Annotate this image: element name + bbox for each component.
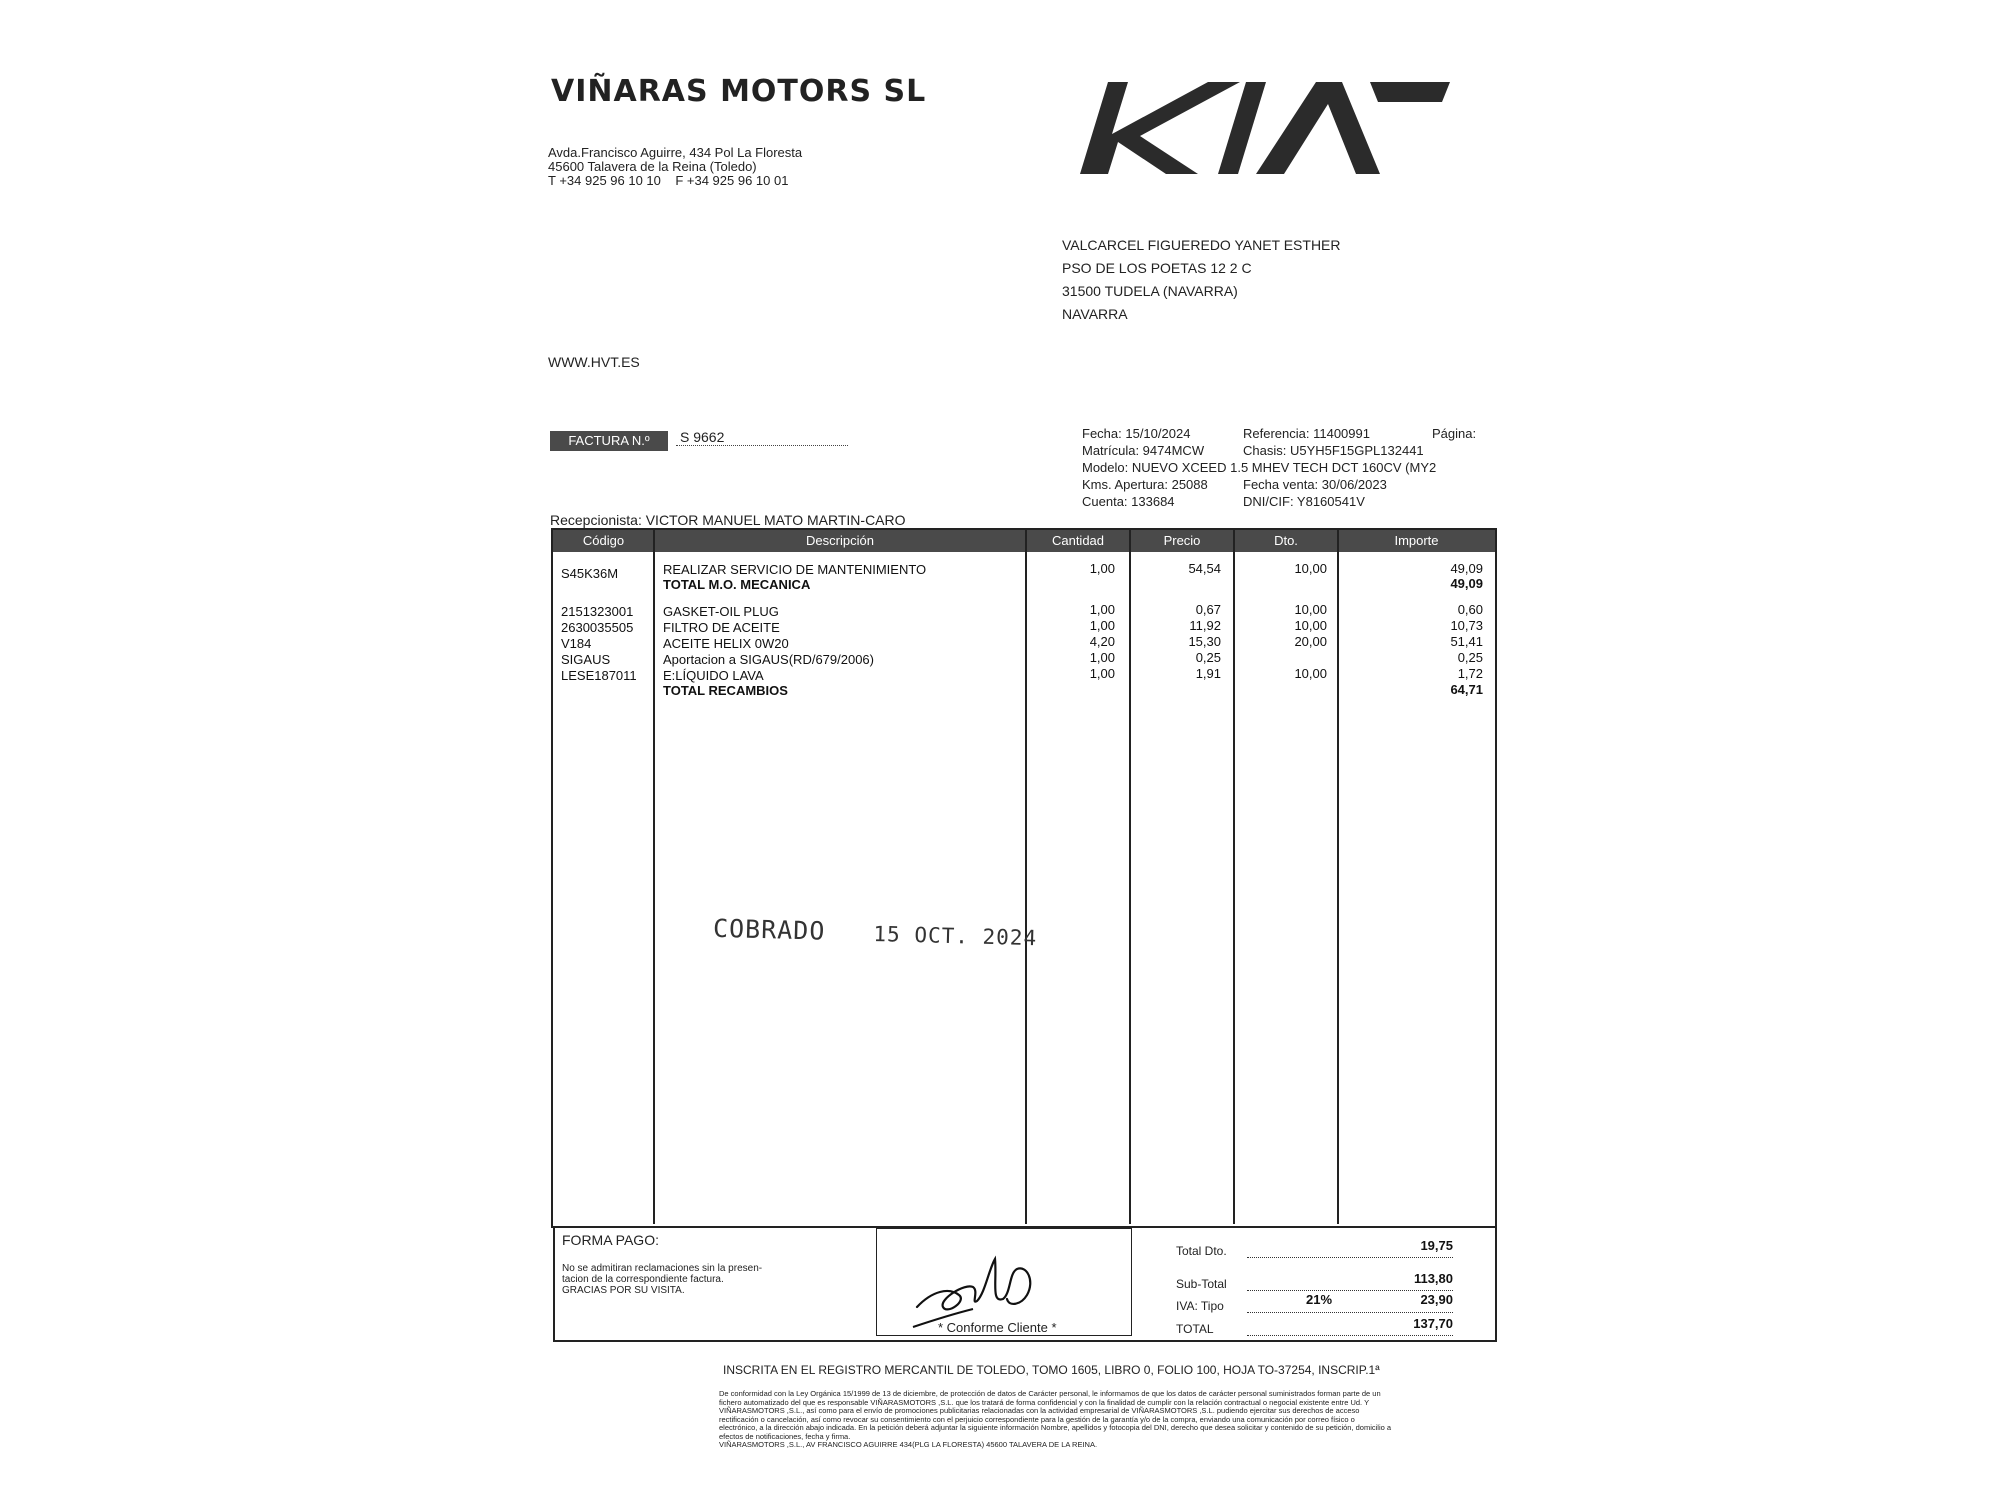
total-value: 137,70 bbox=[1413, 1316, 1453, 1331]
legal-line: fichero automatizado del que es responsable VIÑARASMOTORS ,S.L. que los tratará de forma confidencial y con la finalidad de cumplir con la relación contractual o negocial existente entre Ud. Y bbox=[719, 1397, 1370, 1407]
legal-line: VIÑARASMOTORS ,S.L., AV FRANCISCO AGUIRRE 434(PLG LA FLORESTA) 45600 TALAVERA DE LA REINA. bbox=[719, 1440, 1098, 1449]
invoice-page: Página: bbox=[1432, 426, 1477, 441]
row-descripcion: FILTRO DE ACEITE bbox=[663, 620, 780, 635]
legal-line: electrónico, a la dirección abajo indicada. En la petición deberá adjuntar la siguiente información Nombre, apellidos y fotocopia del DNI, derecho que desea solicitar y contenido de su petición, domicilio a bbox=[719, 1423, 1392, 1432]
row-importe: 0,25 bbox=[1457, 650, 1483, 665]
row-importe: 51,41 bbox=[1450, 634, 1483, 649]
row-importe: 64,71 bbox=[1450, 682, 1483, 697]
total-discount-value: 19,75 bbox=[1420, 1238, 1453, 1253]
header-dto: Dto. bbox=[1234, 530, 1338, 552]
row-codigo: SIGAUS bbox=[561, 652, 611, 667]
row-importe: 49,09 bbox=[1450, 561, 1483, 576]
client-address bbox=[1062, 234, 1341, 326]
vat-label: IVA: Tipo bbox=[1176, 1299, 1224, 1313]
row-descripcion: E:LÍQUIDO LAVA bbox=[663, 668, 764, 683]
invoice-model: Modelo: NUEVO XCEED 1.5 MHEV TECH DCT 160CV (MY2 bbox=[1082, 460, 1437, 475]
payment-method-label: FORMA PAGO: bbox=[562, 1232, 659, 1248]
header-importe: Importe bbox=[1338, 530, 1495, 552]
row-descripcion: Aportacion a SIGAUS(RD/679/2006) bbox=[663, 652, 874, 667]
row-importe: 0,60 bbox=[1457, 602, 1483, 617]
legal-notice bbox=[719, 1390, 1501, 1450]
row-codigo: LESE187011 bbox=[561, 668, 637, 683]
vat-value: 23,90 bbox=[1420, 1292, 1453, 1307]
legal-line: rectificación o cancelación, así como revocar su consentimiento con el perjuicio correspondiente para la gestión de la garantía y/o de la compra, enviando una comunicación por correo físico o bbox=[719, 1414, 1355, 1424]
row-precio: 0,25 bbox=[1195, 650, 1221, 665]
column-divider bbox=[1337, 530, 1339, 1224]
kia-logo bbox=[1080, 78, 1450, 178]
customer-approval-label: * Conforme Cliente * bbox=[938, 1320, 1057, 1335]
invoice-account: Cuenta: 133684 bbox=[1082, 494, 1175, 509]
row-precio: 54,54 bbox=[1188, 561, 1221, 576]
row-descripcion: GASKET-OIL PLUG bbox=[663, 604, 779, 619]
subtotal-value: 113,80 bbox=[1413, 1271, 1453, 1286]
company-name: VIÑARAS MOTORS SL bbox=[551, 74, 927, 109]
company-phone-fax bbox=[548, 174, 802, 188]
client-region: NAVARRA bbox=[1062, 306, 1128, 322]
row-importe: 1,72 bbox=[1457, 666, 1483, 681]
row-dto: 10,00 bbox=[1294, 618, 1327, 633]
row-precio: 15,30 bbox=[1188, 634, 1221, 649]
row-codigo: S45K36M bbox=[561, 566, 619, 581]
vat-rate: 21% bbox=[1306, 1292, 1333, 1307]
row-dto: 20,00 bbox=[1294, 634, 1327, 649]
disclaimer-line: GRACIAS POR SU VISITA. bbox=[562, 1285, 685, 1296]
row-precio: 11,92 bbox=[1189, 618, 1221, 633]
row-dto: 10,00 bbox=[1294, 561, 1327, 576]
header-cantidad: Cantidad bbox=[1026, 530, 1130, 552]
row-dto: 10,00 bbox=[1294, 666, 1327, 681]
row-descripcion: REALIZAR SERVICIO DE MANTENIMIENTO bbox=[663, 562, 927, 577]
legal-line: De conformidad con la Ley Orgánica 15/1999 de 13 de diciembre, de protección de datos de Carácter personal, le informamos de que los datos de carácter personal suministrados forman parte de un bbox=[719, 1389, 1381, 1398]
invoice-label: FACTURA N.º bbox=[550, 431, 668, 451]
company-address bbox=[548, 146, 802, 188]
row-codigo: 2151323001 bbox=[561, 604, 634, 619]
disclaimer bbox=[562, 1263, 762, 1296]
total-discount-label: Total Dto. bbox=[1176, 1244, 1227, 1258]
row-cantidad: 1,00 bbox=[1089, 561, 1115, 576]
row-cantidad: 1,00 bbox=[1089, 618, 1115, 633]
invoice-date: Fecha: 15/10/2024 bbox=[1082, 426, 1191, 441]
subtotal-label: Sub-Total bbox=[1176, 1277, 1227, 1291]
row-codigo: 2630035505 bbox=[561, 620, 634, 635]
row-precio: 1,91 bbox=[1195, 666, 1221, 681]
line-items-table bbox=[551, 528, 1497, 1228]
invoice-sale-date: Fecha venta: 30/06/2023 bbox=[1243, 477, 1387, 492]
header-codigo: Código bbox=[553, 530, 654, 552]
legal-line: VIÑARASMOTORS ,S.L., así como para el envío de promociones publicitarias relacionadas con la actividad empresarial de VIÑARASMOTORS ,S.L. pudiendo ejercitar sus derechos de acceso bbox=[719, 1406, 1360, 1415]
row-descripcion: TOTAL M.O. MECANICA bbox=[663, 577, 811, 592]
invoice-chassis: Chasis: U5YH5F15GPL132441 bbox=[1243, 443, 1424, 458]
row-importe: 49,09 bbox=[1450, 576, 1483, 591]
legal-line: efectos de notificaciones, fecha y firma. bbox=[719, 1431, 851, 1441]
column-divider bbox=[1129, 530, 1131, 1224]
company-website: WWW.HVT.ES bbox=[548, 354, 640, 370]
client-street: PSO DE LOS POETAS 12 2 C bbox=[1062, 260, 1252, 276]
invoice-reference: Referencia: 11400991 bbox=[1243, 426, 1370, 441]
invoice-plate: Matrícula: 9474MCW bbox=[1082, 443, 1205, 458]
header-descripcion: Descripción bbox=[654, 530, 1026, 552]
column-divider bbox=[1025, 530, 1027, 1224]
disclaimer-line: No se admitiran reclamaciones sin la presen- bbox=[562, 1263, 763, 1274]
receptionist: Recepcionista: VICTOR MANUEL MATO MARTIN-CARO bbox=[550, 512, 906, 528]
header-precio: Precio bbox=[1130, 530, 1234, 552]
row-dto: 10,00 bbox=[1294, 602, 1327, 617]
row-cantidad: 4,20 bbox=[1089, 634, 1115, 649]
company-address-line2: 45600 Talavera de la Reina (Toledo) bbox=[548, 159, 757, 174]
paid-stamp-text: COBRADO bbox=[712, 913, 826, 946]
column-divider bbox=[653, 530, 655, 1224]
row-descripcion: ACEITE HELIX 0W20 bbox=[663, 636, 789, 651]
row-precio: 0,67 bbox=[1195, 602, 1221, 617]
disclaimer-line: tacion de la correspondiente factura. bbox=[562, 1274, 724, 1285]
paid-stamp-date: 15 OCT. 2024 bbox=[873, 921, 1038, 951]
row-codigo: V184 bbox=[561, 636, 592, 651]
client-name: VALCARCEL FIGUEREDO YANET ESTHER bbox=[1062, 237, 1341, 253]
invoice-number: S 9662 bbox=[676, 429, 848, 446]
invoice-dni: DNI/CIF: Y8160541V bbox=[1243, 494, 1365, 509]
row-descripcion: TOTAL RECAMBIOS bbox=[663, 683, 788, 698]
mercantile-registry: INSCRITA EN EL REGISTRO MERCANTIL DE TOLEDO, TOMO 1605, LIBRO 0, FOLIO 100, HOJA TO-37254, INSCRIP.1ª bbox=[723, 1363, 1380, 1377]
row-cantidad: 1,00 bbox=[1089, 666, 1115, 681]
company-phone: T +34 925 96 10 10 bbox=[548, 173, 661, 188]
total-label: TOTAL bbox=[1176, 1322, 1214, 1336]
invoice-kms: Kms. Apertura: 25088 bbox=[1082, 477, 1208, 492]
company-fax: F +34 925 96 10 01 bbox=[675, 173, 789, 188]
company-address-line1: Avda.Francisco Aguirre, 434 Pol La Floresta bbox=[548, 145, 803, 160]
row-cantidad: 1,00 bbox=[1089, 602, 1115, 617]
client-city: 31500 TUDELA (NAVARRA) bbox=[1062, 283, 1238, 299]
row-importe: 10,73 bbox=[1450, 618, 1483, 633]
row-cantidad: 1,00 bbox=[1089, 650, 1115, 665]
